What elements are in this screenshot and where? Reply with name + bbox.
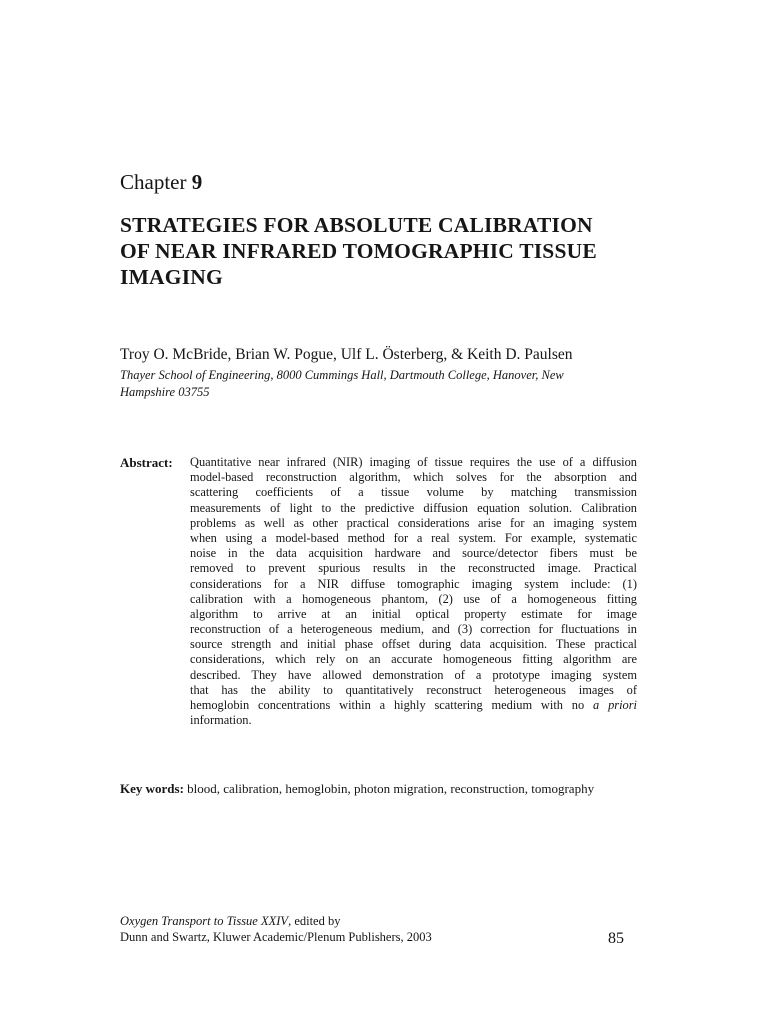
- abstract-line: when using a model-based method for a real system. For example, systematic: [190, 530, 637, 545]
- abstract-line: calibration with a homogeneous phantom, (2) use of a homogeneous fitting: [190, 591, 637, 606]
- affiliation: [120, 367, 564, 401]
- abstract-line: considerations for a NIR diffuse tomographic imaging system include: (1): [190, 576, 637, 591]
- abstract-line: reconstruction of a heterogeneous medium, and (3) correction for fluctuations in: [190, 622, 637, 637]
- affiliation-line: Thayer School of Engineering, 8000 Cummings Hall, Dartmouth College, Hanover, New: [120, 368, 564, 382]
- chapter-heading: [120, 169, 202, 195]
- paper-title: [120, 212, 660, 290]
- abstract-line: measurements of light to the predictive diffusion equation solution. Calibration: [190, 500, 637, 515]
- abstract-line: problems as well as other practical considerations arise for an imaging system: [190, 515, 637, 530]
- abstract-body: [190, 455, 637, 728]
- abstract-line: information.: [190, 713, 252, 728]
- abstract-line: scattering coefficients of a tissue volume by matching transmission: [190, 485, 637, 500]
- abstract-line: removed to prevent spurious results in the reconstructed image. Practical: [190, 561, 637, 576]
- title-line: STRATEGIES FOR ABSOLUTE CALIBRATION: [120, 213, 593, 237]
- abstract-line: source strength and initial phase offset during data acquisition. These practical: [190, 637, 637, 652]
- title-line: OF NEAR INFRARED TOMOGRAPHIC TISSUE: [120, 239, 597, 263]
- abstract-line-text: hemoglobin concentrations within a highly scattering medium with no: [190, 698, 594, 712]
- footer-publisher-line: Dunn and Swartz, Kluwer Academic/Plenum Publishers, 2003: [120, 930, 432, 944]
- title-line: IMAGING: [120, 265, 223, 289]
- author-list: Troy O. McBride, Brian W. Pogue, Ulf L. Österberg, & Keith D. Paulsen: [120, 346, 573, 363]
- journal-suffix: , edited by: [288, 914, 341, 928]
- abstract-line: algorithm to arrive at an initial optical property estimate for image: [190, 606, 637, 621]
- chapter-prefix: Chapter: [120, 170, 187, 194]
- abstract-label: Abstract:: [120, 455, 173, 470]
- abstract-line: noise in the data acquisition hardware and source/detector fibers must be: [190, 546, 637, 561]
- abstract-line: model-based reconstruction algorithm, which solves for the absorption and: [190, 470, 637, 485]
- abstract-line: [190, 698, 637, 713]
- keywords: [120, 781, 594, 797]
- abstract-line: considerations, which rely on an accurate homogeneous fitting algorithm are: [190, 652, 637, 667]
- abstract-line: Quantitative near infrared (NIR) imaging of tissue requires the use of a diffusion: [190, 455, 637, 469]
- affiliation-line: Hampshire 03755: [120, 385, 210, 399]
- abstract-line: described. They have allowed demonstration of a prototype imaging system: [190, 667, 637, 682]
- abstract-line: that has the ability to quantitatively reconstruct heterogeneous images of: [190, 682, 637, 697]
- keywords-text: blood, calibration, hemoglobin, photon migration, reconstruction, tomography: [187, 781, 595, 796]
- publication-footer: [120, 913, 432, 945]
- page-number: 85: [608, 930, 624, 947]
- keywords-label: Key words:: [120, 781, 184, 796]
- footer-journal-line: [120, 913, 432, 929]
- chapter-number: 9: [191, 170, 203, 194]
- journal-title: Oxygen Transport to Tissue XXIV: [120, 914, 289, 928]
- abstract-italic-phrase: a priori: [593, 698, 637, 712]
